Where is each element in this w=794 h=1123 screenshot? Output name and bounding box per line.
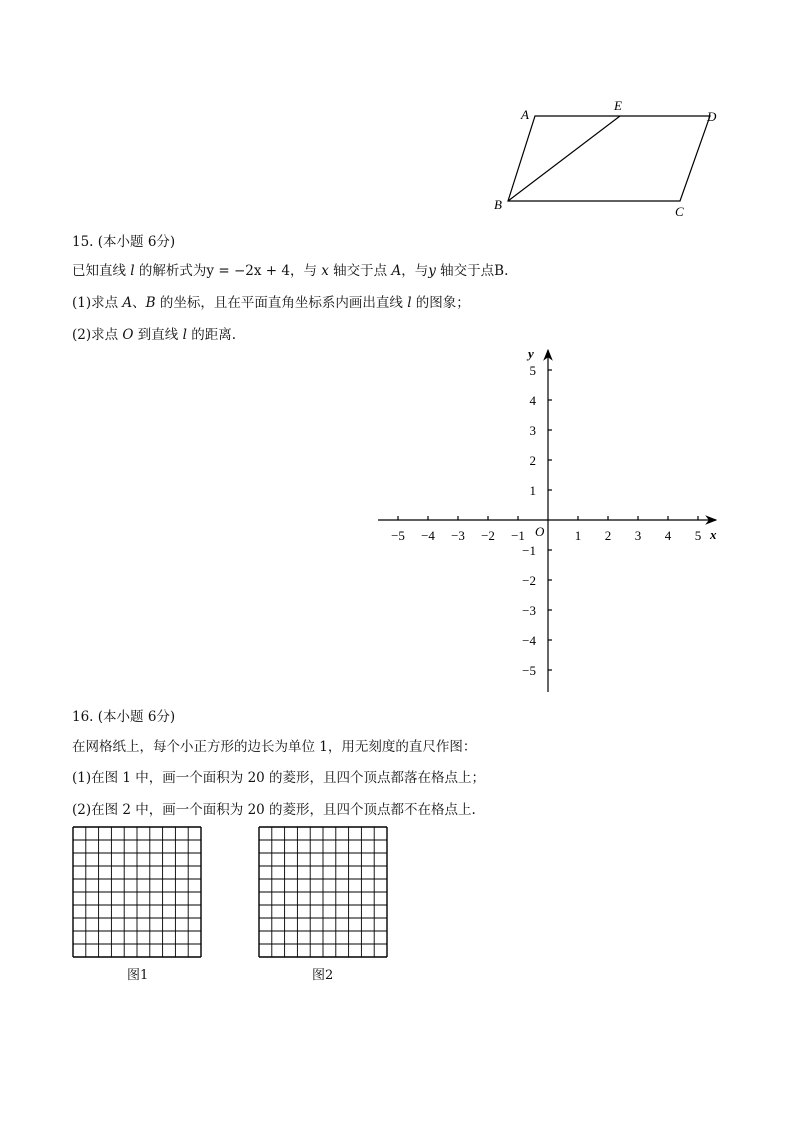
q15-header: 15. (本小题 6分) xyxy=(72,234,176,250)
y-tick-label: −4 xyxy=(522,633,536,648)
y-tick-label: 3 xyxy=(529,423,536,438)
x-tick-label: 2 xyxy=(604,528,612,543)
q15-part1: (1)求点 A、B 的坐标，且在平面直角坐标系内画出直线 l 的图象； xyxy=(72,295,470,311)
origin-label: O xyxy=(535,524,545,539)
q16-part2: (2)在图 2 中，画一个面积为 20 的菱形，且四个顶点都不在格点上. xyxy=(72,802,476,818)
q16-statement: 在网格纸上，每个小正方形的边长为单位 1，用无刻度的直尺作图： xyxy=(72,739,477,755)
y-tick-label: 2 xyxy=(529,453,536,468)
q16-part1: (1)在图 1 中，画一个面积为 20 的菱形，且四个顶点都落在格点上； xyxy=(72,770,486,786)
x-tick-label: −1 xyxy=(511,528,525,543)
x-axis-label: x xyxy=(710,527,717,542)
label-E: E xyxy=(614,98,622,113)
figure-2-caption: 图2 xyxy=(312,968,334,983)
x-tick-label: −2 xyxy=(481,528,495,543)
x-tick-label: 4 xyxy=(664,528,672,543)
grid-figure-1 xyxy=(72,826,204,960)
y-tick-label: −2 xyxy=(522,573,536,588)
y-tick-label: 4 xyxy=(529,393,536,408)
x-tick-label: 5 xyxy=(694,528,702,543)
x-tick-label: −4 xyxy=(421,528,435,543)
q15-statement: 已知直线 l 的解析式为y = −2x + 4，与 x 轴交于点 A，与y 轴交于点B. xyxy=(72,263,509,279)
parallelogram-figure xyxy=(480,95,730,225)
x-tick-label: −5 xyxy=(391,528,405,543)
coordinate-plane xyxy=(370,340,730,695)
y-axis-label: y xyxy=(528,346,534,361)
y-tick-label: 1 xyxy=(529,483,536,498)
q15-part2: (2)求点 O 到直线 l 的距离. xyxy=(72,327,237,343)
q16-header: 16. (本小题 6分) xyxy=(72,709,176,725)
y-tick-label: −1 xyxy=(522,543,536,558)
figure-1-caption: 图1 xyxy=(127,968,149,983)
y-tick-label: 5 xyxy=(529,363,536,378)
label-A: A xyxy=(521,107,529,122)
x-tick-label: −3 xyxy=(451,528,465,543)
label-D: D xyxy=(707,109,717,124)
y-tick-label: −5 xyxy=(522,663,536,678)
label-C: C xyxy=(675,204,684,219)
x-tick-label: 3 xyxy=(634,528,642,543)
y-tick-label: −3 xyxy=(522,603,536,618)
x-tick-label: 1 xyxy=(574,528,582,543)
label-B: B xyxy=(494,197,502,212)
grid-figure-2 xyxy=(258,826,390,960)
